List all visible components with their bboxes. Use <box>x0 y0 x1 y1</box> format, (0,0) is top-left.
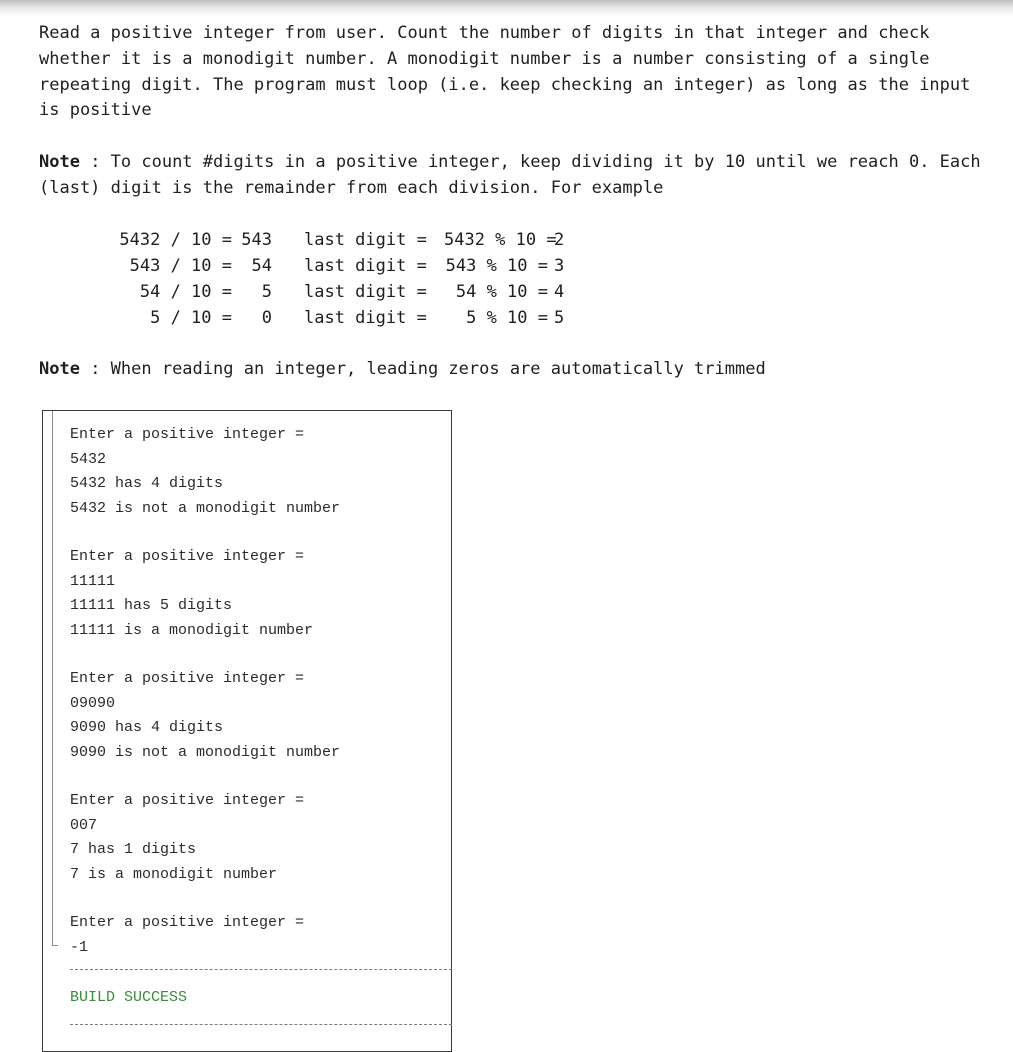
last-digit-label: last digit = <box>304 308 427 328</box>
console-gutter-line <box>52 411 53 945</box>
monodigit-result-line: 5432 is not a monodigit number <box>70 499 341 517</box>
remainder-digit: 4 <box>554 282 565 302</box>
console-block <box>70 667 450 765</box>
user-input-line: 11111 <box>70 572 116 590</box>
console-text <box>70 423 450 1025</box>
note-label: Note <box>39 152 80 172</box>
console-gutter-end <box>52 945 58 946</box>
monodigit-result-line: 7 is a monodigit number <box>70 865 278 883</box>
modulo-expression: 5432 % 10 = <box>444 230 557 250</box>
user-input-line: 09090 <box>70 694 116 712</box>
user-input-line: 5432 <box>70 450 107 468</box>
quotient: 543 <box>241 230 272 250</box>
quotient: 54 <box>251 256 272 276</box>
console-block <box>70 545 450 643</box>
note-text: : When reading an integer, leading zeros are automatically trimmed <box>79 359 766 379</box>
division-expression: 5432 / 10 = <box>119 230 232 250</box>
user-input-line: -1 <box>70 938 89 956</box>
remainder-digit: 5 <box>554 308 565 328</box>
prompt-line: Enter a positive integer = <box>70 670 305 687</box>
modulo-expression: 5 % 10 = <box>466 308 548 328</box>
division-expression: 54 / 10 = <box>139 282 232 302</box>
digit-count-line: 9090 has 4 digits <box>70 719 224 736</box>
console-output-panel <box>42 410 452 1052</box>
separator-line <box>70 969 452 970</box>
last-digit-label: last digit = <box>304 282 427 302</box>
last-digit-label: last digit = <box>304 230 427 250</box>
prompt-line: Enter a positive integer = <box>70 792 305 809</box>
modulo-expression: 54 % 10 = <box>455 282 548 302</box>
division-example <box>100 227 564 331</box>
remainder-digit: 3 <box>554 256 565 276</box>
note-label: Note <box>39 359 80 379</box>
console-block <box>70 423 450 521</box>
monodigit-result-line: 9090 is not a monodigit number <box>70 743 341 761</box>
note-zeros-paragraph <box>39 357 989 383</box>
problem-statement: Read a positive integer from user. Count the number of digits in that integer and check whether it is a monodigit number. A monodigit number is a number consisting of a single repeating digit. The program must loop (i.e. keep checking an integer) as long as the input is positive <box>39 23 981 121</box>
separator-line <box>70 1024 452 1025</box>
quotient: 0 <box>261 308 272 328</box>
calc-row <box>100 253 564 279</box>
digit-count-line: 7 has 1 digits <box>70 841 197 858</box>
note-text: : To count #digits in a positive integer, keep dividing it by 10 until we reach 0. Each (last) digit is the remainder from each division. For example <box>39 152 991 198</box>
division-expression: 543 / 10 = <box>129 256 232 276</box>
modulo-expression: 543 % 10 = <box>445 256 548 276</box>
user-input-line: 007 <box>70 816 98 834</box>
prompt-line: Enter a positive integer = <box>70 426 305 443</box>
note-digits-paragraph <box>39 150 989 202</box>
remainder-digit: 2 <box>554 230 565 250</box>
monodigit-result-line: 11111 is a monodigit number <box>70 621 314 639</box>
prompt-line: Enter a positive integer = <box>70 914 305 931</box>
prompt-line: Enter a positive integer = <box>70 548 305 565</box>
division-expression: 5 / 10 = <box>150 308 232 328</box>
last-digit-label: last digit = <box>304 256 427 276</box>
console-block <box>70 789 450 887</box>
window-top-shadow <box>0 0 1013 16</box>
build-status: BUILD SUCCESS <box>70 989 188 1006</box>
calc-row <box>100 279 564 305</box>
calc-row <box>100 305 564 331</box>
calc-row <box>100 227 564 253</box>
quotient: 5 <box>261 282 272 302</box>
digit-count-line: 5432 has 4 digits <box>70 475 224 492</box>
digit-count-line: 11111 has 5 digits <box>70 597 233 614</box>
